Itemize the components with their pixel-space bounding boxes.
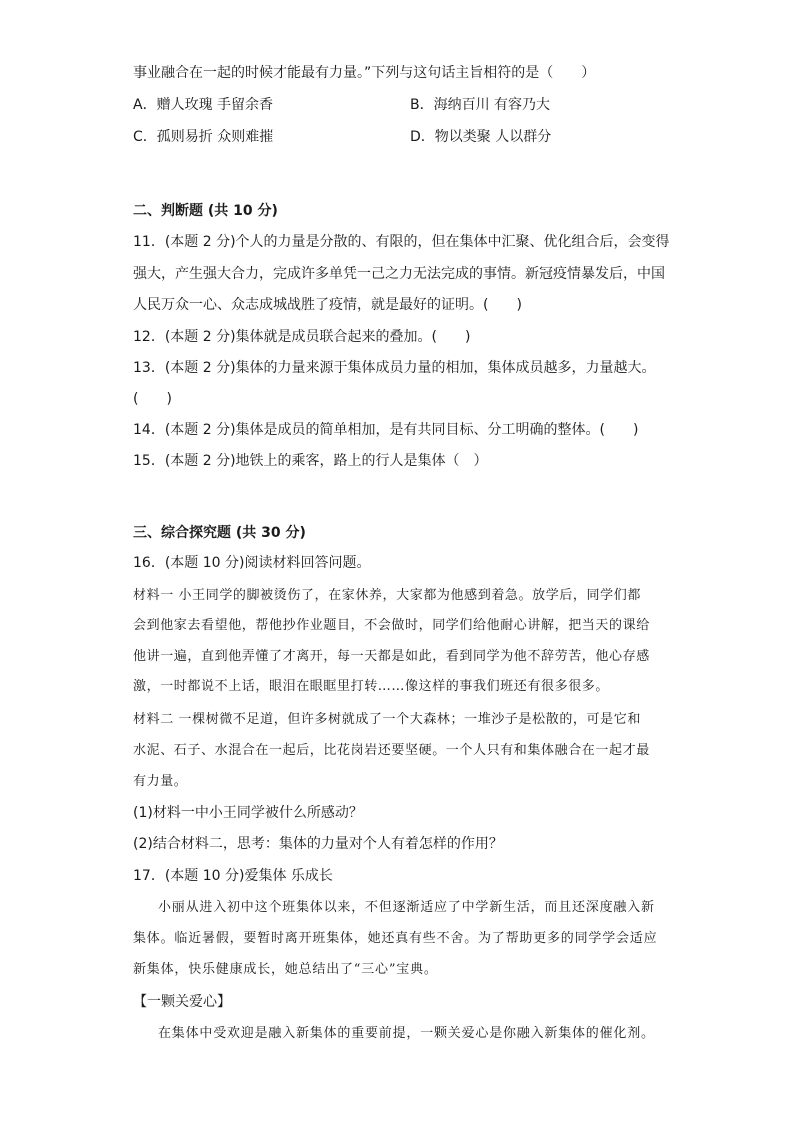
material1-line-4: 激，一时都说不上话，眼泪在眼眶里打转……像这样的事我们班还有很多很多。 bbox=[133, 679, 610, 694]
q10-option-b: B．海纳百川 有容乃大 bbox=[410, 97, 551, 113]
material2-line-1: 材料二 一棵树微不足道，但许多树就成了一个大森林；一堆沙子是松散的，可是它和 bbox=[133, 712, 641, 727]
q10-option-c: C．孤则易折 众则难摧 bbox=[133, 129, 274, 145]
q11-line-3: 人民万众一心、众志成城战胜了疫情，就是最好的证明。( ) bbox=[133, 297, 522, 313]
q13-line-2: ( ) bbox=[133, 391, 172, 407]
q10-stem-tail: 事业融合在一起的时候才能最有力量。”下列与这句话主旨相符的是（ ） bbox=[133, 65, 596, 81]
q11-line-1: 11．(本题 2 分)个人的力量是分散的、有限的，但在集体中汇聚、优化组合后，会变得 bbox=[133, 234, 670, 250]
q17-sub-heading: 【一颗关爱心】 bbox=[133, 994, 231, 1010]
q12: 12．(本题 2 分)集体就是成员联合起来的叠加。( ) bbox=[133, 329, 471, 345]
q10-option-d: D．物以类聚 人以群分 bbox=[410, 129, 552, 145]
material1-line-3: 他讲一遍，直到他弄懂了才离开，每一天都是如此，看到同学为他不辞劳苦，他心存感 bbox=[133, 649, 650, 664]
q15: 15．(本题 2 分)地铁上的乘客，路上的行人是集体（ ） bbox=[133, 453, 488, 469]
q16-title: 16．(本题 10 分)阅读材料回答问题。 bbox=[133, 555, 371, 571]
material2-line-2: 水泥、石子、水混合在一起后，比花岗岩还要坚硬。一个人只有和集体融合在一起才最 bbox=[133, 743, 650, 758]
q17-title: 17．(本题 10 分)爱集体 乐成长 bbox=[133, 868, 333, 884]
q17-story-line-1: 小丽从进入初中这个班集体以来，不但逐渐适应了中学新生活，而且还深度融入新 bbox=[158, 900, 655, 915]
q17-story-line-3: 新集体，快乐健康成长，她总结出了“三心”宝典。 bbox=[133, 962, 438, 977]
q17-sub-text: 在集体中受欢迎是融入新集体的重要前提，一颗关爱心是你融入新集体的催化剂。 bbox=[158, 1026, 655, 1041]
section3-heading: 三、综合探究题 (共 30 分) bbox=[133, 525, 306, 541]
q11-line-2: 强大，产生强大合力，完成许多单凭一己之力无法完成的事情。新冠疫情暴发后，中国 bbox=[133, 266, 665, 282]
q16-sub-question-2: (2)结合材料二，思考：集体的力量对个人有着怎样的作用？ bbox=[133, 836, 503, 852]
q13-line-1: 13．(本题 2 分)集体的力量来源于集体成员力量的相加，集体成员越多，力量越大。 bbox=[133, 360, 656, 376]
section2-heading: 二、判断题 (共 10 分) bbox=[133, 203, 278, 219]
q17-story-line-2: 集体。临近暑假，要暂时离开班集体，她还真有些不舍。为了帮助更多的同学学会适应 bbox=[133, 931, 658, 946]
material2-line-3: 有力量。 bbox=[133, 774, 188, 789]
material1-line-1: 材料一 小王同学的脚被烫伤了，在家休养，大家都为他感到着急。放学后，同学们都 bbox=[133, 588, 641, 603]
q14: 14．(本题 2 分)集体是成员的简单相加，是有共同目标、分工明确的整体。( ) bbox=[133, 422, 639, 438]
q10-option-a: A．赠人玫瑰 手留余香 bbox=[133, 97, 274, 113]
q16-sub-question-1: (1)材料一中小王同学被什么所感动？ bbox=[133, 805, 363, 821]
material1-line-2: 会到他家去看望他，帮他抄作业题目，不会做时，同学们给他耐心讲解，把当天的课给 bbox=[133, 618, 650, 633]
